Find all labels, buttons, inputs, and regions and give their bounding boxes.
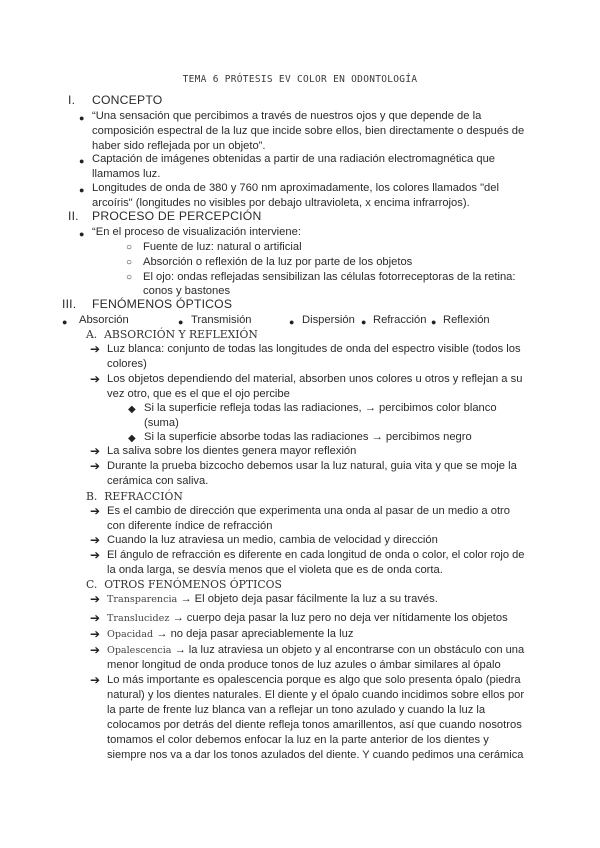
arrow-icon: ➔: [90, 342, 101, 356]
bullet-icon: ●: [79, 156, 85, 166]
phenomenon-item: Transmisión: [191, 314, 252, 326]
list-item-line: Es el cambio de dirección que experimenta una onda al pasar de un medio a otro: [107, 505, 511, 517]
list-item-line: llamamos luz.: [92, 168, 161, 180]
paragraph-line: natural) y los dientes naturales. El diente y el ópalo cuando incidimos sobre ellos por: [107, 689, 525, 701]
list-item-line: arcoíris" (longitudes no visibles por debajo ultravioleta, x encima infrarrojos).: [92, 197, 470, 209]
list-item-line: cerámica con saliva.: [107, 475, 209, 487]
list-item-line: menor longitud de onda produce tonos de luz azules o ámbar similares al ópalo: [107, 659, 501, 671]
list-item-line: La saliva sobre los dientes genera mayor reflexión: [107, 445, 357, 457]
subsection-title: REFRACCIÓN: [104, 490, 183, 503]
diamond-bullet-icon: ◆: [128, 433, 136, 444]
sub-item-line: Fuente de luz: natural o artificial: [143, 241, 302, 253]
bullet-icon: ●: [178, 317, 184, 327]
paragraph-line: tomamos el color debemos enfocar la luz en la parte anterior de los dientes y: [107, 734, 489, 746]
list-item-line: “En el proceso de visualización interviene:: [92, 226, 301, 238]
arrow-icon: ➔: [90, 444, 101, 458]
sub-item-line: Si la superficie refleja todas las radiaciones, → percibimos color blanco: [144, 402, 497, 414]
section-title: PROCESO DE PERCEPCIÓN: [92, 209, 262, 223]
sub-item-line: Si la superficie absorbe todas las radiaciones → percibimos negro: [144, 431, 472, 443]
arrow-icon: ➔: [90, 611, 101, 625]
sub-item-line: (suma): [144, 417, 179, 429]
list-item-line: [107, 627, 353, 642]
section-number: I.: [68, 93, 76, 107]
section-title: FENÓMENOS ÓPTICOS: [92, 297, 233, 311]
section-heading-concepto: [68, 93, 162, 108]
subsection-heading-refraccion: [86, 489, 183, 504]
list-item-line: haber sido reflejada por un objeto”.: [92, 140, 266, 152]
subsection-heading-absorcion: [86, 327, 258, 342]
sub-item-line: Absorción o reflexión de la luz por parte de los objetos: [143, 256, 413, 268]
arrow-icon: ➔: [90, 533, 101, 547]
bullet-icon: ●: [289, 317, 295, 327]
section-heading-proceso: [68, 209, 261, 224]
page-title: TEMA 6 PRÓTESIS EV COLOR EN ODONTOLOGÍA: [182, 74, 418, 85]
circle-bullet-icon: ○: [126, 242, 133, 253]
circle-bullet-icon: ○: [126, 257, 133, 268]
bullet-icon: ●: [62, 317, 68, 327]
term-label: Translucidez: [107, 613, 170, 624]
circle-bullet-icon: ○: [126, 272, 133, 283]
subsection-letter: C.: [86, 578, 98, 591]
subsection-title: ABSORCIÓN Y REFLEXIÓN: [104, 328, 258, 341]
paragraph-line: siempre nos va a dar los tonos azulados del diente. Y cuando pedimos una cerámica: [107, 749, 524, 761]
term-definition: → El objeto deja pasar fácilmente la luz a su través.: [177, 593, 438, 605]
phenomenon-item: Refracción: [373, 314, 427, 326]
paragraph-line: colocamos por detrás del diente refleja tonos amarillentos, así que cuando nosotros: [107, 719, 522, 731]
list-item-line: colores): [107, 358, 147, 370]
list-item-line: composición espectral de la luz que incide sobre ellos, bien directamente o después de: [92, 125, 525, 137]
list-item-line: Captación de imágenes obtenidas a partir de una radiación electromagnética que: [92, 153, 496, 165]
paragraph-line: la parte de frente luz blanca van a reflejar un tono azulado y cuando la luz la: [107, 704, 486, 716]
section-title: CONCEPTO: [92, 93, 163, 107]
bullet-icon: ●: [431, 317, 437, 327]
term-definition: → cuerpo deja pasar la luz pero no deja ver nítidamente los objetos: [169, 612, 508, 624]
arrow-icon: ➔: [90, 504, 101, 518]
bullet-icon: ●: [79, 229, 85, 239]
term-label: Opalescencia: [107, 645, 172, 656]
subsection-letter: B.: [86, 490, 98, 503]
sub-item-line: El ojo: ondas reflejadas sensibilizan las células fotorreceptoras de la retina:: [143, 271, 516, 283]
list-item-line: “Una sensación que percibimos a través de nuestros ojos y que depende de la: [92, 110, 482, 122]
subsection-heading-otros: [86, 577, 282, 592]
section-heading-fenomenos: [62, 297, 232, 312]
arrow-icon: ➔: [90, 592, 101, 606]
term-label: Opacidad: [107, 629, 154, 640]
term-definition: → no deja pasar apreciablemente la luz: [153, 628, 354, 640]
arrow-icon: ➔: [90, 372, 101, 386]
bullet-icon: ●: [79, 113, 85, 123]
list-item-line: El ángulo de refracción es diferente en cada longitud de onda o color, el color rojo de: [107, 549, 525, 561]
phenomenon-item: Reflexión: [443, 314, 490, 326]
list-item-line: [107, 611, 508, 626]
paragraph-line: Lo más importante es opalescencia porque es algo que solo presenta ópalo (piedra: [107, 674, 521, 686]
arrow-icon: ➔: [90, 643, 101, 657]
phenomenon-item: Absorción: [79, 314, 129, 326]
bullet-icon: ●: [79, 185, 85, 195]
list-item-line: [107, 592, 438, 607]
arrow-icon: ➔: [90, 673, 101, 687]
list-item-line: Luz blanca: conjunto de todas las longitudes de onda del espectro visible (todos los: [107, 343, 521, 355]
list-item-line: [107, 643, 524, 658]
section-number: II.: [68, 209, 79, 223]
diamond-bullet-icon: ◆: [128, 404, 136, 415]
arrow-icon: ➔: [90, 459, 101, 473]
list-item-line: la onda larga, se desvía menos que el violeta que es de onda corta.: [107, 564, 443, 576]
arrow-icon: ➔: [90, 627, 101, 641]
list-item-line: Cuando la luz atraviesa un medio, cambia de velocidad y dirección: [107, 534, 438, 546]
arrow-icon: ➔: [90, 548, 101, 562]
list-item-line: vez otro, que es el que el ojo percibe: [107, 388, 290, 400]
section-number: III.: [62, 297, 77, 311]
list-item-line: Los objetos dependiendo del material, absorben unos colores u otros y reflejan a su: [107, 373, 523, 385]
list-item-line: con diferente índice de refracción: [107, 520, 273, 532]
list-item-line: Longitudes de onda de 380 y 760 nm aproximadamente, los colores llamados "del: [92, 182, 499, 194]
subsection-title: OTROS FENÓMENOS ÓPTICOS: [104, 578, 282, 591]
subsection-letter: A.: [86, 328, 98, 341]
sub-item-line: conos y bastones: [143, 285, 231, 297]
term-definition: → la luz atraviesa un objeto y al encontrarse con un obstáculo con una: [171, 644, 525, 656]
phenomenon-item: Dispersión: [302, 314, 355, 326]
list-item-line: Durante la prueba bizcocho debemos usar la luz natural, guia vita y que se moje la: [107, 460, 517, 472]
bullet-icon: ●: [361, 317, 367, 327]
term-label: Transparencia: [107, 594, 178, 605]
